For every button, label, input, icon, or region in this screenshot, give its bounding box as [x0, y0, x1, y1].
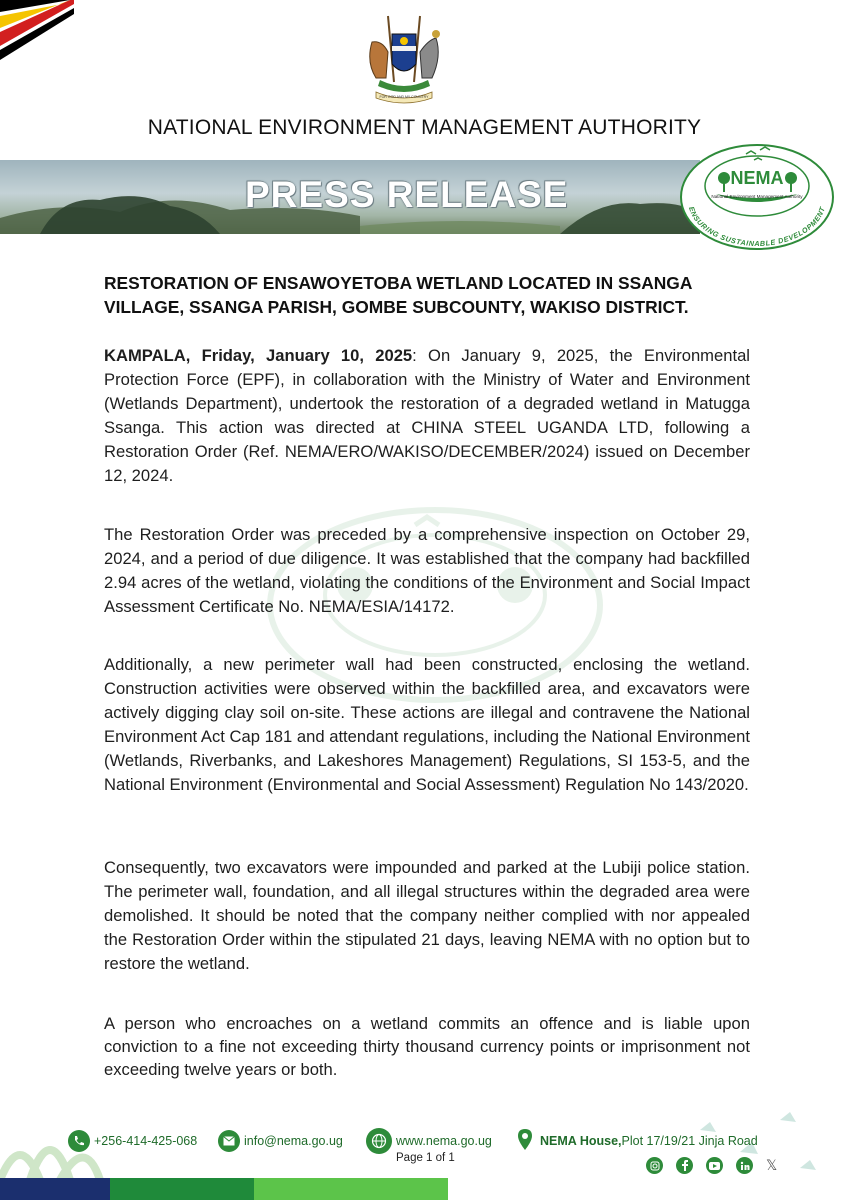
paragraph-5: A person who encroaches on a wetland commits an offence and is liable upon conviction to a fine not exceeding thirty thousand currency points or imprisonment not exceeding twelve years or both.: [104, 1014, 750, 1079]
social-links: [646, 1157, 777, 1174]
phone-number: +256-414-425-068: [94, 1134, 198, 1148]
bar-white-segment: [448, 1178, 849, 1200]
organization-title: NATIONAL ENVIRONMENT MANAGEMENT AUTHORITY: [147, 116, 702, 139]
email-address: info@nema.go.ug: [244, 1134, 343, 1148]
logo-ring-text: ENSURING SUSTAINABLE DEVELOPMENT: [686, 205, 828, 249]
press-release-headline: RESTORATION OF ENSAWOYETOBA WETLAND LOCATED IN SSANGA VILLAGE, SSANGA PARISH, GOMBE SUBCOUNTY, WAKISO DISTRICT.: [104, 273, 692, 317]
logo-subtitle: National Environment Management Authority: [711, 194, 803, 199]
bar-green-segment: [110, 1178, 254, 1200]
uganda-flag-corner: [0, 0, 74, 60]
youtube-icon[interactable]: [706, 1157, 723, 1174]
footer-phone[interactable]: [68, 1128, 197, 1154]
bar-navy-segment: [0, 1178, 110, 1200]
email-icon: [218, 1130, 240, 1152]
dateline: KAMPALA, Friday, January 10, 2025: [104, 346, 413, 365]
phone-icon: [68, 1130, 90, 1152]
x-icon[interactable]: 𝕏: [766, 1157, 778, 1173]
paragraph-2: The Restoration Order was preceded by a comprehensive inspection on October 29, 2024, and a period of due diligence. It was established that the company had backfilled 2.94 acres of the wetland, violating the conditions of the Environment and Social Impact Assessment Certificate No. NEMA/ESIA/14172.: [104, 525, 750, 616]
page-number: Page 1 of 1: [396, 1152, 455, 1164]
globe-icon: [366, 1128, 392, 1154]
nema-logo: [676, 140, 838, 254]
instagram-icon[interactable]: [646, 1157, 663, 1174]
footer-address: [516, 1128, 758, 1154]
address-street: Plot 17/19/21 Jinja Road: [621, 1134, 758, 1148]
coat-of-arms-motto: FOR GOD AND MY COUNTRY: [379, 95, 429, 99]
facebook-icon[interactable]: [676, 1157, 693, 1174]
footer-email[interactable]: [218, 1128, 343, 1154]
address-building: NEMA House,: [540, 1134, 622, 1148]
location-pin-icon: [516, 1128, 534, 1155]
banner-title: PRESS RELEASE: [245, 174, 569, 215]
linkedin-icon[interactable]: [736, 1157, 753, 1174]
website-url: www.nema.go.ug: [396, 1134, 492, 1148]
footer-website[interactable]: [366, 1128, 492, 1154]
uganda-coat-of-arms: [358, 12, 450, 108]
logo-name: NEMA: [730, 168, 784, 188]
paragraph-3: Additionally, a new perimeter wall had been constructed, enclosing the wetland. Construction activities were observed within the backfilled area, and excavators were actively digging clay soil on-site. These actions are illegal and contravene the National Environment Act Cap 181 and attendant regulations, including the National Environment (Wetlands, Riverbanks, and Lakeshores Management) Regulations, SI 153-5, and the National Environment (Environmental and Social Assessment) Regulation No 143/2020.: [104, 655, 750, 794]
paragraph-1: [104, 344, 750, 488]
paragraph-1-text: : On January 9, 2025, the Environmental Protection Force (EPF), in collaboration with the Ministry of Water and Environment (Wetlands Department), undertook the restoration of a degraded wetland in Matugga Ssanga. This action was directed at CHINA STEEL UGANDA LTD, following a Restoration Order (Ref. NEMA/ERO/WAKISO/DECEMBER/2024) issued on December 12, 2024.: [104, 346, 750, 485]
bar-light-segment: [254, 1178, 448, 1200]
paragraph-4: Consequently, two excavators were impounded and parked at the Lubiji police station. The perimeter wall, foundation, and all illegal structures within the degraded area were demolished. It should be noted that the company neither complied with nor appealed the Restoration Order within the stipulated 21 days, leaving NEMA with no option but to restore the wetland.: [104, 858, 750, 973]
footer-color-bar: [0, 1178, 849, 1200]
